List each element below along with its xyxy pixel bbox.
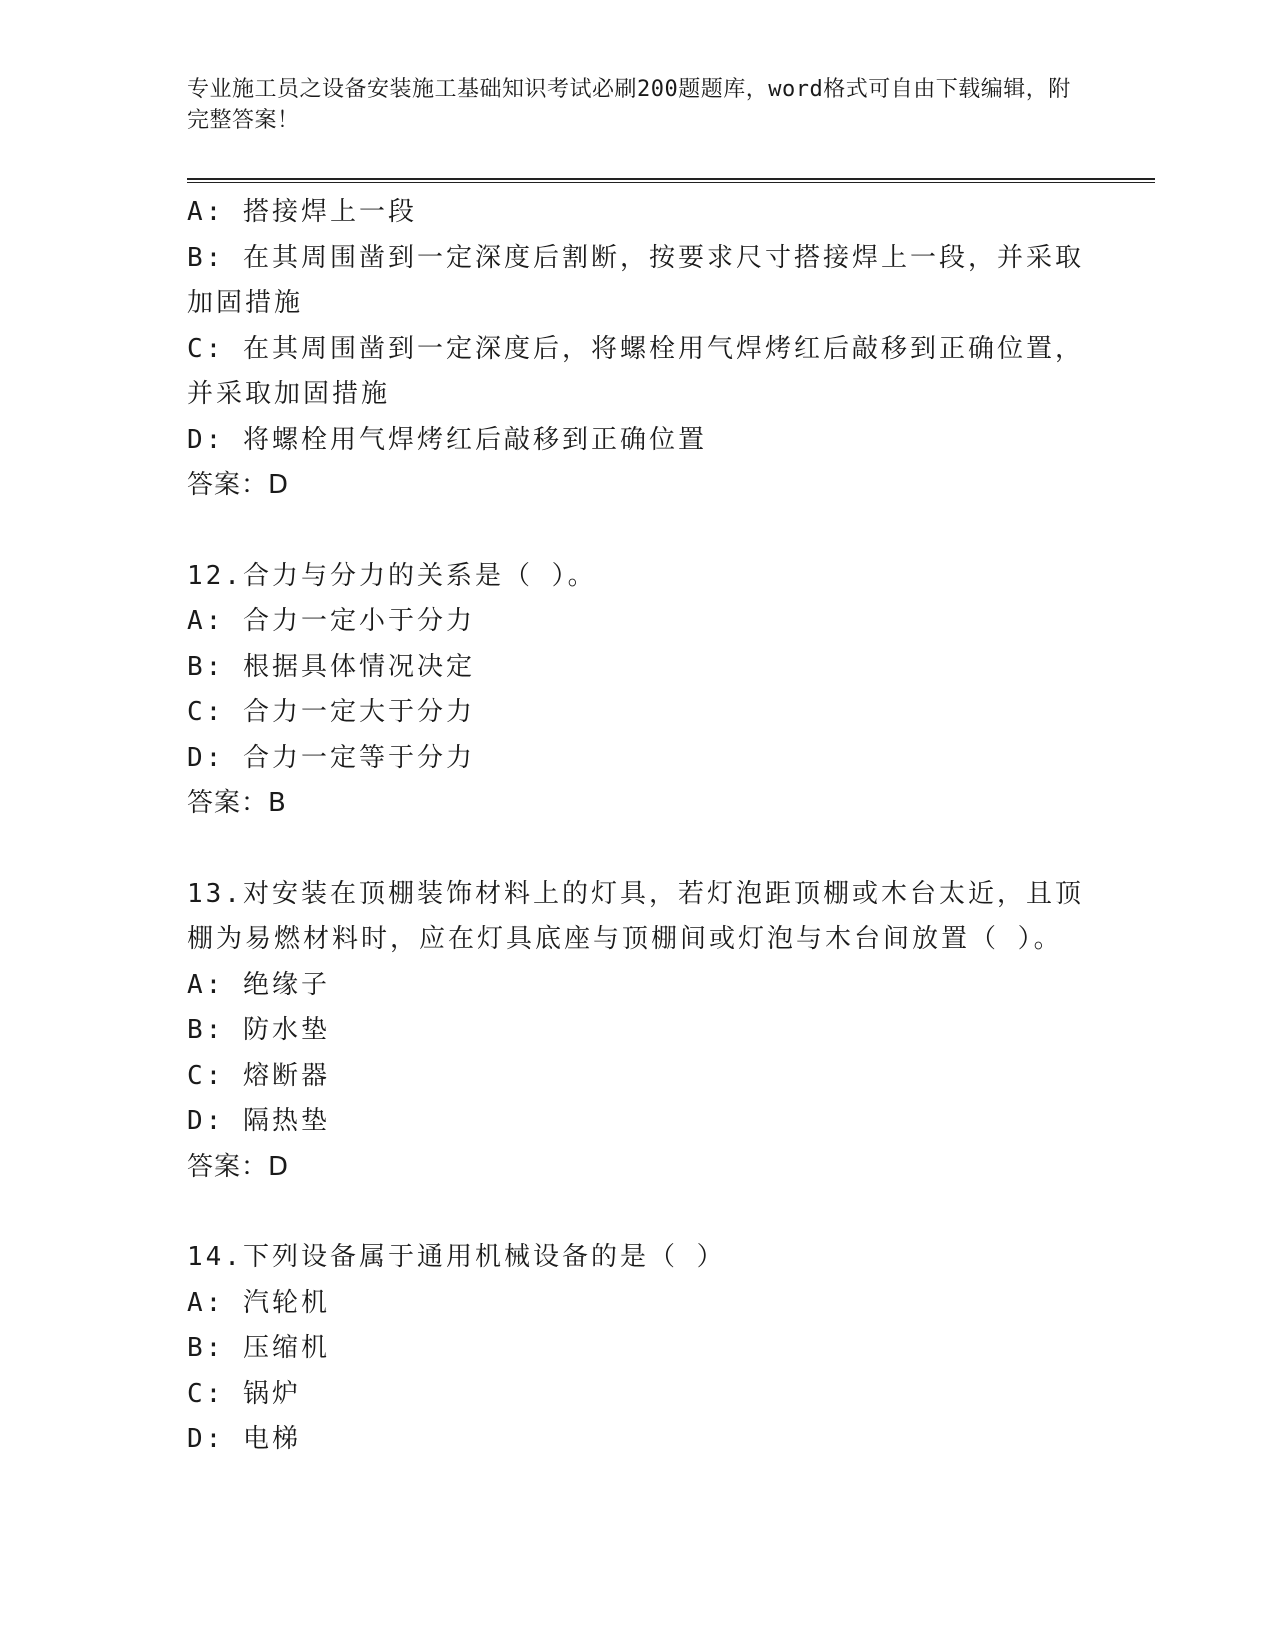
option-d: D: 将螺栓用气焊烤红后敲移到正确位置 xyxy=(187,424,707,455)
header-divider xyxy=(187,178,1155,183)
question-11 xyxy=(187,190,1087,509)
option-a: A: 绝缘子 xyxy=(187,969,330,1000)
option-b: B: 压缩机 xyxy=(187,1333,330,1363)
option-d: D: 隔热垫 xyxy=(187,1106,330,1136)
answer: 答案：D xyxy=(187,1151,290,1182)
option-b: B: 防水垫 xyxy=(187,1015,330,1045)
option-c: C: 锅炉 xyxy=(187,1378,301,1409)
option-c: C: 熔断器 xyxy=(187,1060,330,1091)
answer: 答案：D xyxy=(187,470,290,500)
question-13 xyxy=(187,872,1087,1191)
option-d: D: 电梯 xyxy=(187,1424,301,1454)
spacer xyxy=(187,509,1087,554)
option-c: C: 在其周围凿到一定深度后，将螺栓用气焊烤红后敲移到正确位置，并采取加固措施 xyxy=(187,333,1084,409)
spacer xyxy=(187,1190,1087,1235)
option-b: B: 根据具体情况决定 xyxy=(187,651,475,682)
spacer xyxy=(187,827,1087,872)
answer: 答案：B xyxy=(187,788,287,818)
document-header xyxy=(187,74,1087,136)
option-c: C: 合力一定大于分力 xyxy=(187,697,475,727)
question-list xyxy=(187,190,1087,1463)
option-a: A: 汽轮机 xyxy=(187,1287,330,1318)
question-12 xyxy=(187,554,1087,827)
option-d: D: 合力一定等于分力 xyxy=(187,742,475,773)
header-title: 专业施工员之设备安装施工基础知识考试必刷200题题库，word格式可自由下载编辑，附完整答案！ xyxy=(187,77,1071,133)
question-14 xyxy=(187,1235,1087,1463)
question-text: 12.合力与分力的关系是（ ）。 xyxy=(187,560,597,591)
question-text: 13.对安装在顶棚装饰材料上的灯具，若灯泡距顶棚或木台太近，且顶棚为易燃材料时，应在灯具底座与顶棚间或灯泡与木台间放置（ ）。 xyxy=(187,878,1084,954)
question-text: 14.下列设备属于通用机械设备的是（ ） xyxy=(187,1242,726,1272)
option-a: A: 合力一定小于分力 xyxy=(187,606,475,636)
option-a: A: 搭接焊上一段 xyxy=(187,197,417,227)
option-b: B: 在其周围凿到一定深度后割断，按要求尺寸搭接焊上一段，并采取加固措施 xyxy=(187,242,1084,318)
